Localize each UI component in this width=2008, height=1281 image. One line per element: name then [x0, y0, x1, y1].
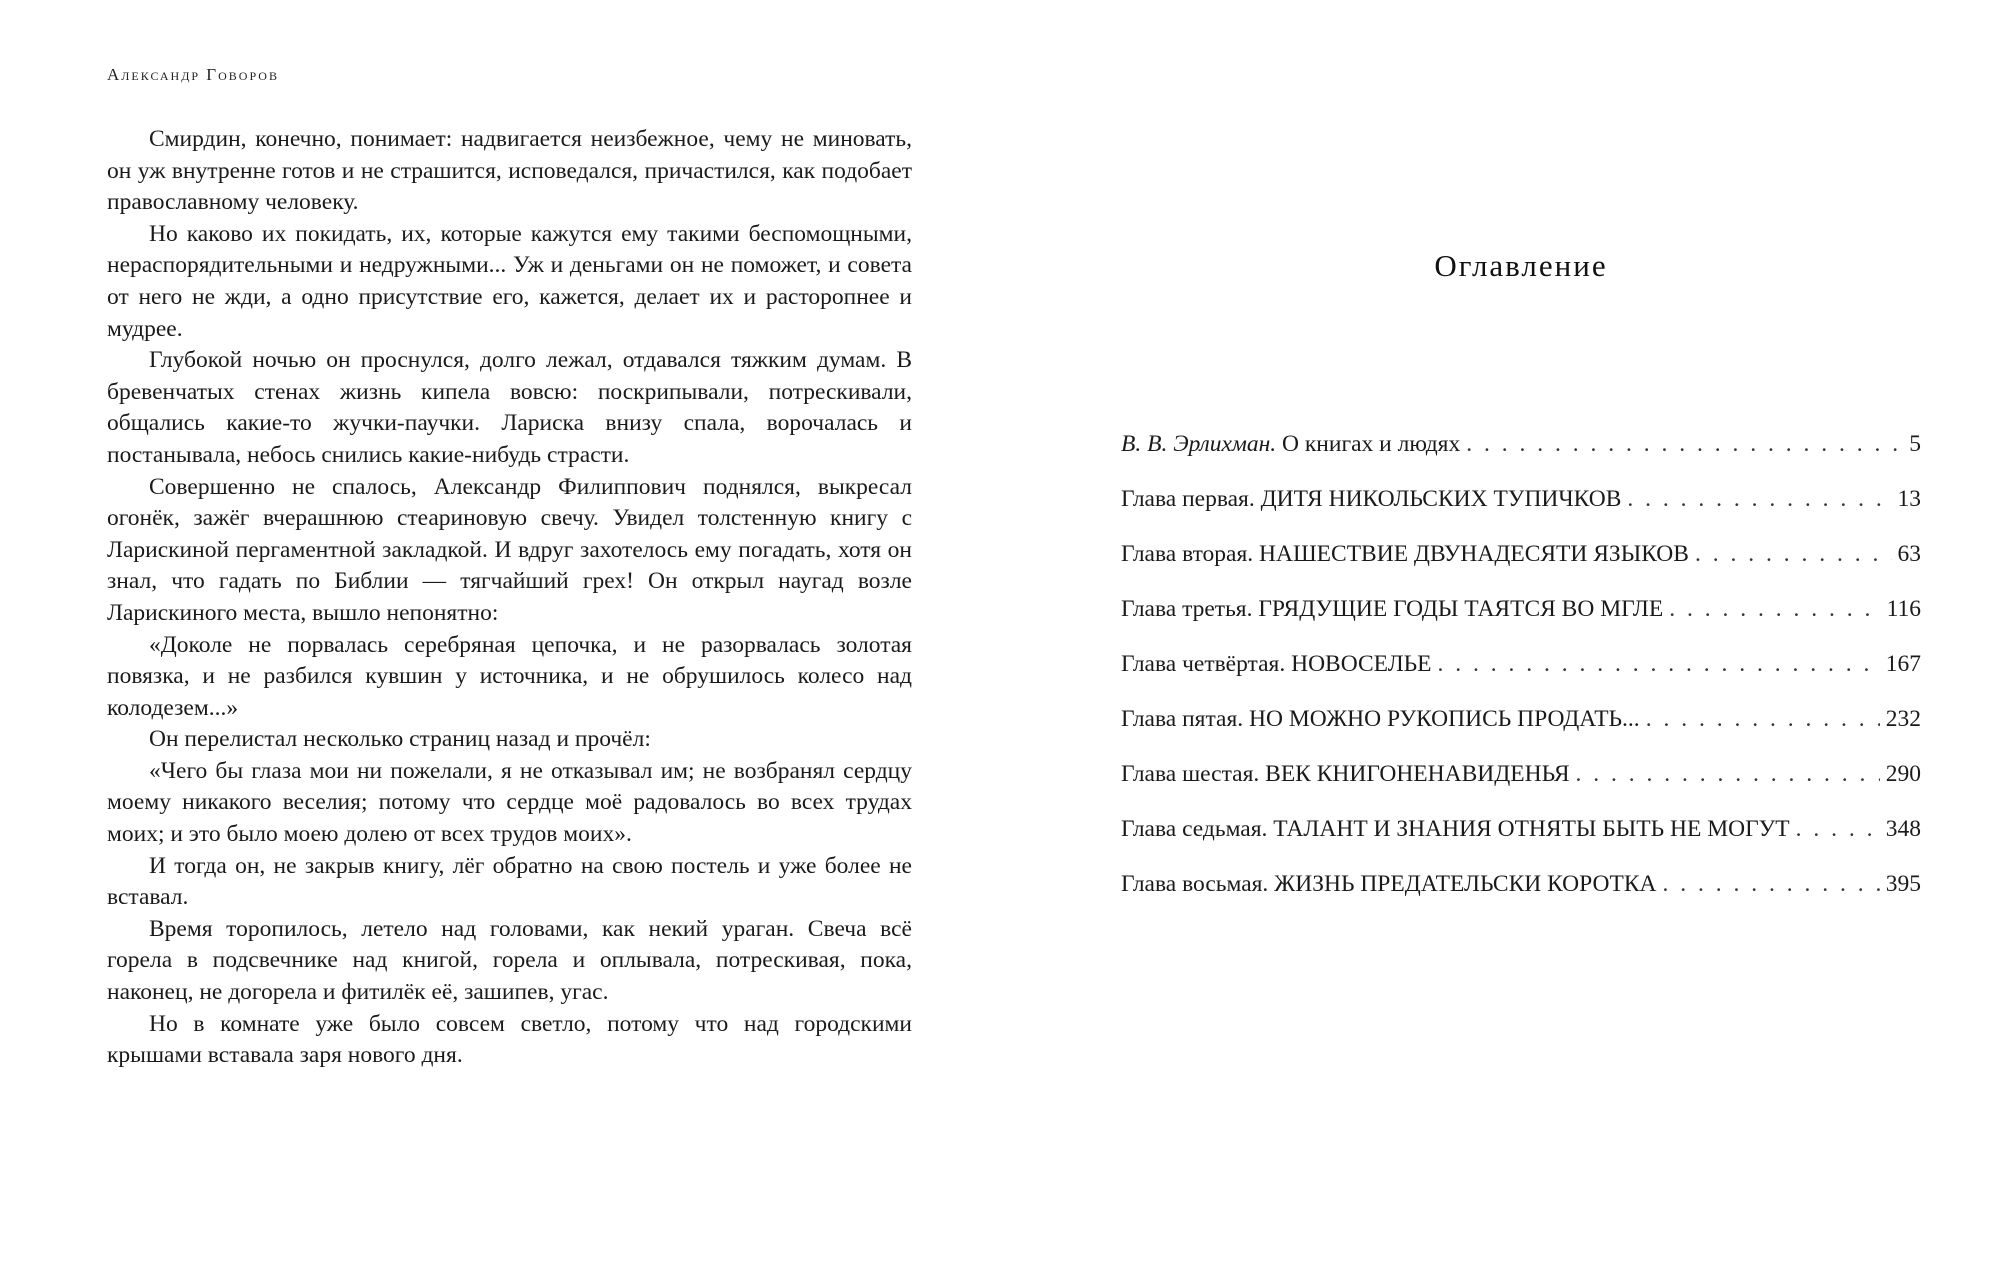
toc-leader-dots [1576, 759, 1880, 790]
paragraph: Время торопилось, летело над головами, как некий ураган. Свеча всё горела в подсвечнике над книгой, горела и оплывала, потрескивая, пока, наконец, не догорела и фитилёк её, зашипев, угас. [107, 915, 912, 1006]
toc-entry[interactable] [1121, 539, 1921, 594]
toc-list [1121, 429, 1921, 924]
toc-entry[interactable] [1121, 869, 1921, 924]
toc-leader-dots [1796, 814, 1880, 845]
toc-entry-title: Глава четвёртая. НОВОСЕЛЬЕ [1121, 651, 1432, 677]
paragraph: И тогда он, не закрыв книгу, лёг обратно на свою постель и уже более не вставал. [107, 852, 912, 911]
paragraph: Глубокой ночью он проснулся, долго лежал, отдавался тяжким думам. В бревенчатых стенах жизнь кипела вовсю: поскрипывали, потрескивали, общались какие-то жучки-паучки. Лариска внизу спала, ворочалась и постанывала, небось снились какие-нибудь страсти. [107, 347, 912, 468]
toc-leader-dots [1466, 429, 1903, 460]
toc-entry[interactable] [1121, 649, 1921, 704]
toc-entry-title: Глава восьмая. ЖИЗНЬ ПРЕДАТЕЛЬСКИ КОРОТКА [1121, 871, 1657, 897]
quote-paragraph: «Чего бы глаза мои ни пожелали, я не отказывал им; не возбранял сердцу моему никакого веселия; потому что сердце моё радовалось во всех трудах моих; и это было моею долею от всех трудов моих». [107, 757, 912, 848]
toc-leader-dots [1669, 594, 1880, 625]
toc-entry-page: 290 [1885, 761, 1921, 787]
toc-entry-page: 63 [1897, 541, 1921, 567]
paragraph: Но в комнате уже было совсем светло, потому что над городскими крышами вставала заря нового дня. [107, 1010, 912, 1069]
toc-entry-title: О книгах и людях [1276, 431, 1461, 457]
toc-entry-page: 232 [1885, 706, 1921, 732]
toc-entry-title: Глава седьмая. ТАЛАНТ И ЗНАНИЯ ОТНЯТЫ БЫТЬ НЕ МОГУТ [1121, 816, 1790, 842]
toc-entry-page: 5 [1909, 431, 1921, 457]
toc-entry[interactable] [1121, 594, 1921, 649]
toc-leader-dots [1695, 539, 1892, 570]
left-page [107, 0, 912, 1281]
quote-paragraph: «Доколе не порвалась серебряная цепочка, и не разорвалась золотая повязка, и не разбился кувшин у источника, и не обрушилось колесо над колодезем...» [107, 631, 912, 721]
toc-entry[interactable] [1121, 429, 1921, 484]
toc-leader-dots [1646, 704, 1880, 735]
toc-entry-page: 116 [1886, 596, 1921, 622]
toc-title: Оглавление [1434, 248, 1608, 283]
paragraph: Смирдин, конечно, понимает: надвигается неизбежное, чему не миновать, он уж внутренне готов и не страшится, исповедался, причастился, как подобает православному человеку. [107, 126, 912, 216]
toc-entry-page: 13 [1897, 486, 1921, 512]
toc-entry-title: Глава вторая. НАШЕСТВИЕ ДВУНАДЕСЯТИ ЯЗЫКОВ [1121, 541, 1689, 567]
toc-entry-title: Глава третья. ГРЯДУЩИЕ ГОДЫ ТАЯТСЯ ВО МГЛЕ [1121, 596, 1664, 622]
toc-leader-dots [1627, 484, 1891, 515]
running-head: Александр Говоров [107, 65, 279, 84]
toc-entry-title: Глава первая. ДИТЯ НИКОЛЬСКИХ ТУПИЧКОВ [1121, 486, 1622, 512]
right-page [1121, 0, 1921, 1281]
paragraph: Но каково их покидать, их, которые кажутся ему такими беспомощными, нераспорядительными и недружными... Уж и деньгами он не поможет, и совета от него не жди, а одно присутствие его, кажется, делает их и расторопнее и мудрее. [107, 220, 912, 342]
toc-entry-page: 395 [1885, 871, 1921, 897]
toc-entry-author: В. В. Эрлихман. [1121, 431, 1277, 457]
toc-entry[interactable] [1121, 814, 1921, 869]
body-text [107, 124, 912, 1072]
toc-entry-page: 348 [1885, 816, 1921, 842]
toc-leader-dots [1663, 869, 1880, 900]
toc-entry-page: 167 [1885, 651, 1921, 677]
toc-entry[interactable] [1121, 484, 1921, 539]
toc-entry-title: Глава пятая. НО МОЖНО РУКОПИСЬ ПРОДАТЬ... [1121, 706, 1640, 732]
paragraph: Он перелистал несколько страниц назад и прочёл: [149, 726, 651, 753]
toc-entry[interactable] [1121, 704, 1921, 759]
paragraph: Совершенно не спалось, Александр Филиппович поднялся, выкресал огонёк, зажёг вчерашнюю стеариновую свечу. Увидел толстенную книгу с Ларискиной пергаментной закладкой. И вдруг захотелось ему погадать, хотя он знал, что гадать по Библии — тягчайший грех! Он открыл наугад возле Ларискиного места, вышло непонятно: [107, 473, 912, 626]
toc-leader-dots [1437, 649, 1879, 680]
toc-entry-label [1121, 429, 1460, 460]
toc-entry[interactable] [1121, 759, 1921, 814]
toc-entry-title: Глава шестая. ВЕК КНИГОНЕНАВИДЕНЬЯ [1121, 761, 1570, 787]
